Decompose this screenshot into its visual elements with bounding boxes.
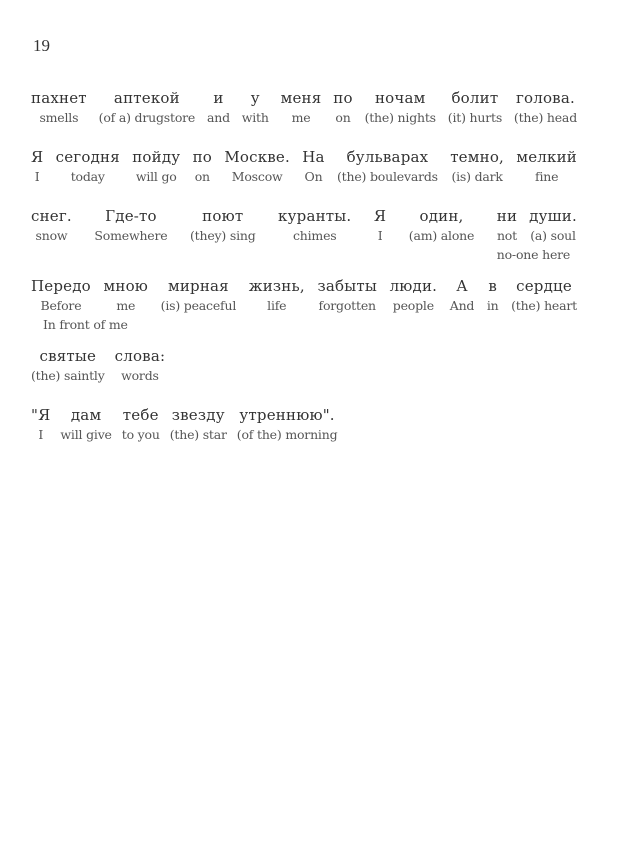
word: [31, 406, 50, 444]
russian-word: болит: [451, 89, 499, 107]
word: [56, 148, 120, 186]
interlinear-line-3: [31, 207, 577, 262]
russian-word: ни: [496, 207, 518, 225]
russian-word: по: [192, 148, 213, 166]
word: [31, 347, 105, 385]
russian-word: по: [333, 89, 353, 107]
english-gloss: fine: [535, 169, 559, 184]
word: [207, 89, 230, 127]
english-gloss: On: [304, 169, 323, 184]
english-gloss: will give: [60, 427, 112, 442]
english-gloss: (the) saintly: [31, 368, 105, 383]
russian-word: святые: [39, 347, 97, 365]
russian-word: ночам: [374, 89, 426, 107]
english-gloss: forgotten: [318, 298, 376, 313]
russian-word: люди.: [389, 277, 438, 295]
interlinear-line-5: [31, 347, 577, 385]
word: [224, 148, 290, 186]
russian-word: темно,: [450, 148, 505, 166]
russian-word: Где-то: [105, 207, 157, 225]
english-gloss: chimes: [292, 228, 337, 243]
russian-word: у: [250, 89, 260, 107]
page-number: 19: [33, 36, 50, 55]
english-gloss: on: [194, 169, 210, 184]
word: [450, 148, 504, 186]
russian-word: один,: [419, 207, 464, 225]
russian-word: забыты: [317, 277, 377, 295]
interlinear-line-6: [31, 406, 577, 444]
word: [281, 89, 322, 127]
english-gloss: I: [377, 228, 383, 243]
word: [132, 148, 180, 186]
word: [317, 277, 377, 315]
english-gloss: smells: [39, 110, 79, 125]
word: [337, 148, 438, 186]
word: [31, 207, 72, 245]
english-gloss: today: [70, 169, 105, 184]
russian-word: утреннюю".: [239, 406, 335, 424]
english-gloss: (the) nights: [364, 110, 436, 125]
word: [190, 207, 256, 245]
russian-word: А: [456, 277, 468, 295]
russian-word: бульварах: [346, 148, 429, 166]
alternate-gloss: In front of me: [43, 317, 128, 332]
english-gloss: (the) star: [169, 427, 227, 442]
russian-word: души.: [529, 207, 577, 225]
word: [374, 207, 386, 245]
word: [448, 89, 502, 127]
russian-word: мною: [103, 277, 149, 295]
interlinear-line-4: [31, 277, 577, 332]
english-gloss: Moscow: [231, 169, 283, 184]
english-gloss: and: [206, 110, 230, 125]
english-gloss: Before: [40, 298, 82, 313]
russian-word: голова.: [515, 89, 575, 107]
word: [249, 277, 305, 315]
english-gloss: (is) dark: [451, 169, 503, 184]
word: [511, 277, 577, 315]
russian-word: аптекой: [113, 89, 180, 107]
word: [390, 277, 438, 315]
word: [278, 207, 351, 245]
english-gloss: And: [449, 298, 475, 313]
english-gloss: I: [38, 427, 44, 442]
word: [161, 277, 236, 315]
english-gloss: to you: [121, 427, 160, 442]
russian-word: куранты.: [278, 207, 352, 225]
russian-word: слова:: [114, 347, 166, 365]
word: [99, 89, 195, 127]
english-gloss: (a) soul: [530, 228, 576, 243]
english-gloss: (it) hurts: [447, 110, 503, 125]
english-gloss: will go: [135, 169, 177, 184]
interlinear-line-1: [31, 89, 577, 127]
english-gloss: (the) head: [513, 110, 577, 125]
english-gloss: life: [267, 298, 287, 313]
word: [31, 89, 87, 127]
word: [497, 207, 517, 245]
english-gloss: (is) peaceful: [160, 298, 237, 313]
russian-word: звезду: [171, 406, 225, 424]
english-gloss: words: [121, 368, 159, 383]
phrase-group: [496, 207, 577, 262]
english-gloss: on: [335, 110, 351, 125]
word: [242, 89, 269, 127]
word: [237, 406, 338, 444]
russian-word: снег.: [31, 207, 72, 225]
russian-word: мелкий: [516, 148, 577, 166]
word: [193, 148, 212, 186]
word: [60, 406, 111, 444]
word: [450, 277, 474, 315]
english-gloss: snow: [35, 228, 68, 243]
russian-word: Я: [31, 148, 44, 166]
english-gloss: (of a) drugstore: [98, 110, 196, 125]
russian-word: Москве.: [224, 148, 290, 166]
english-gloss: in: [486, 298, 499, 313]
word: [365, 89, 436, 127]
english-gloss: me: [116, 298, 136, 313]
russian-word: На: [302, 148, 325, 166]
russian-word: в: [488, 277, 497, 295]
alternate-gloss: no-one here: [496, 247, 571, 262]
word: [115, 347, 166, 385]
english-gloss: (they) sing: [190, 228, 256, 243]
russian-word: сердце: [516, 277, 572, 295]
english-gloss: I: [34, 169, 40, 184]
russian-word: мирная: [167, 277, 229, 295]
russian-word: дам: [70, 406, 102, 424]
russian-word: пахнет: [31, 89, 87, 107]
english-gloss: not: [496, 228, 517, 243]
russian-word: поют: [202, 207, 244, 225]
english-gloss: Somewhere: [94, 228, 168, 243]
russian-word: пойду: [132, 148, 181, 166]
russian-word: сегодня: [55, 148, 120, 166]
word: [31, 148, 43, 186]
word: [122, 406, 160, 444]
word: [529, 207, 577, 245]
word: [516, 148, 577, 186]
russian-word: жизнь,: [248, 277, 305, 295]
russian-word: Я: [373, 207, 387, 225]
russian-word: и: [213, 89, 224, 107]
english-gloss: (the) boulevards: [337, 169, 438, 184]
russian-word: меня: [280, 89, 322, 107]
english-gloss: (am) alone: [408, 228, 475, 243]
english-gloss: (of the) morning: [236, 427, 338, 442]
russian-word: Передо: [31, 277, 91, 295]
word: [514, 89, 577, 127]
word: [104, 277, 149, 315]
english-gloss: (the) heart: [511, 298, 577, 313]
word: [94, 207, 167, 245]
english-gloss: with: [241, 110, 269, 125]
word: [333, 89, 352, 127]
russian-word: тебе: [122, 406, 159, 424]
word: [170, 406, 227, 444]
word: [409, 207, 474, 245]
english-gloss: me: [291, 110, 311, 125]
word: [302, 148, 324, 186]
english-gloss: people: [392, 298, 434, 313]
word: [487, 277, 499, 315]
russian-word: "Я: [31, 406, 51, 424]
interlinear-line-2: [31, 148, 577, 186]
